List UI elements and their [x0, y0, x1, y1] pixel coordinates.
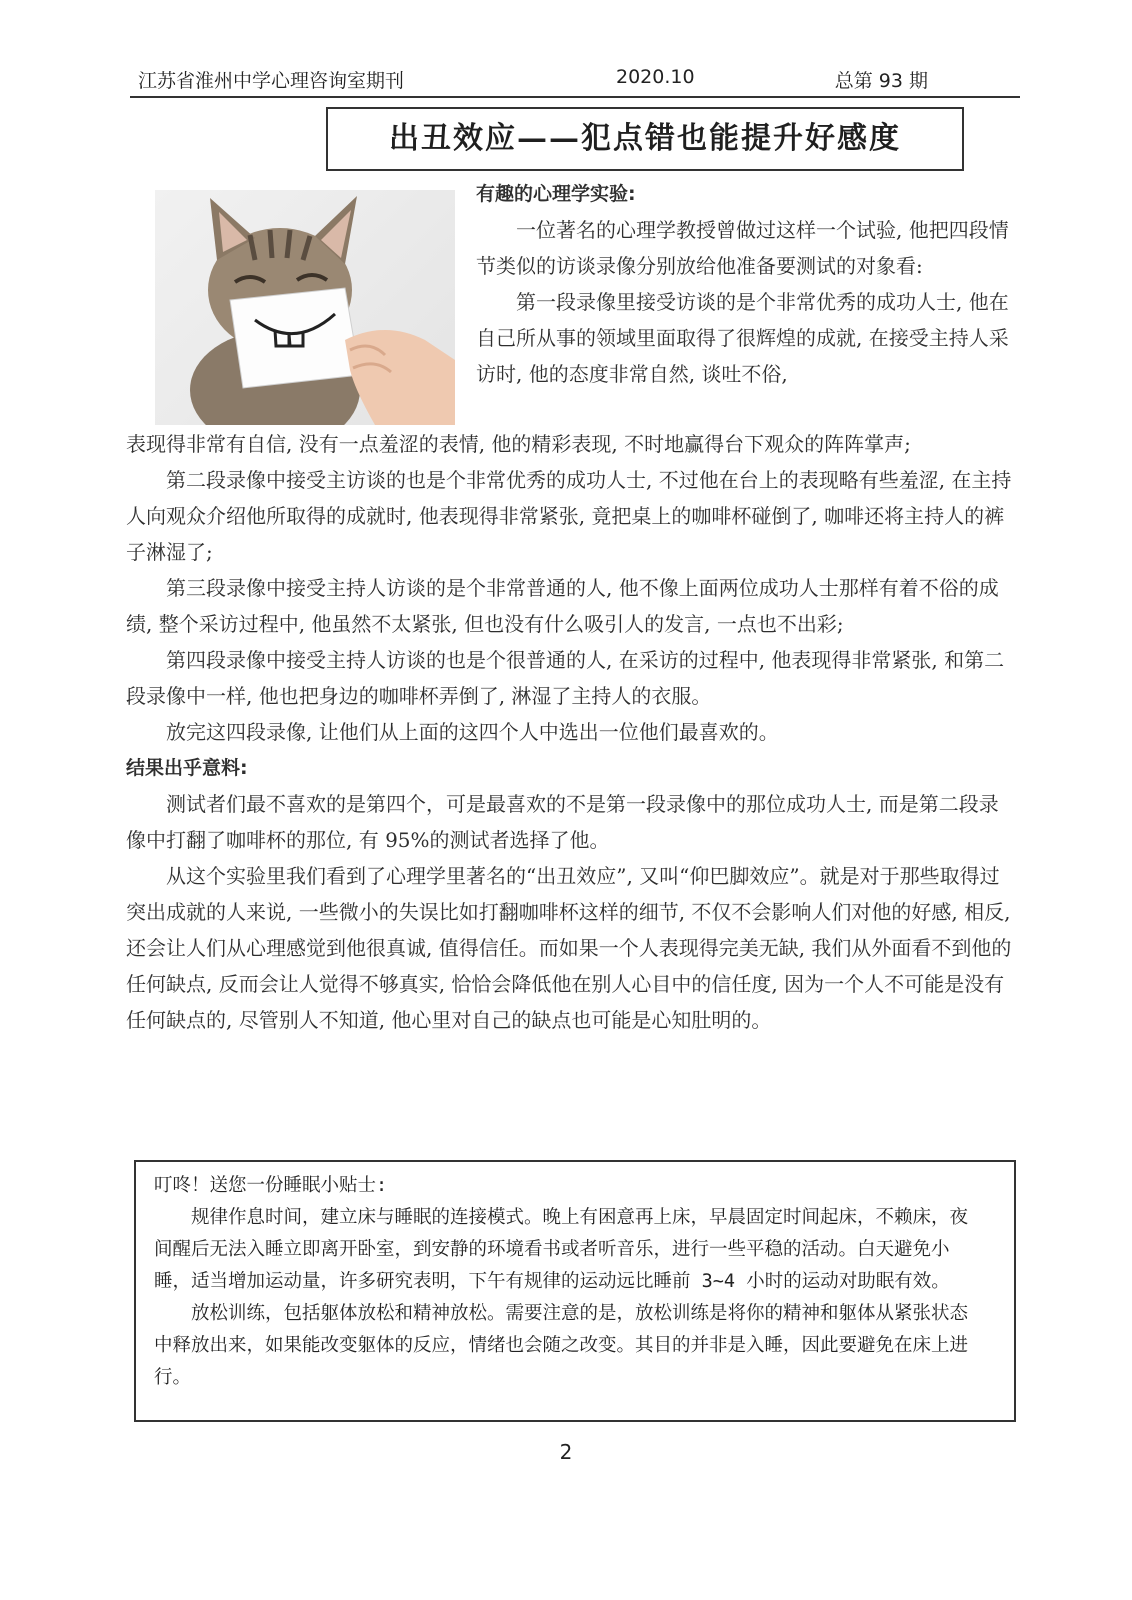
cat-photo [155, 190, 455, 425]
sleep-tip-heading: 叮咚！送您一份睡眠小贴士: [154, 1175, 388, 1196]
issue-date: 2020.10 [616, 66, 695, 88]
article-title: 出丑效应——犯点错也能提升好感度 [389, 121, 901, 156]
sleep-tip-routine: 规律作息时间，建立床与睡眠的连接模式。晚上有困意再上床，早晨固定时间起床，不赖床，夜间醒后无法入睡立即离开卧室，到安静的环境看书或者听音乐，进行一些平稳的活动。白天避免小睡，适当增加运动量，许多研究表明，下午有规律的运动远比睡前 3~4 小时的运动对助眠有效。 [154, 1207, 969, 1292]
sleep-tip-relaxation: 放松训练，包括躯体放松和精神放松。需要注意的是，放松训练是将你的精神和躯体从紧张状态中释放出来，如果能改变躯体的反应，情绪也会随之改变。其目的并非是入睡，因此要避免在床上进行。 [154, 1303, 969, 1388]
effect-paragraph: 从这个实验里我们看到了心理学里著名的“出丑效应”, 又叫“仰巴脚效应”。就是对于那些取得过突出成就的人来说, 一些微小的失误比如打翻咖啡杯这样的细节, 不仅不会影响人们对他的好感, 相反, 还会让人们从心理感觉到他很真诚, 值得信任。而如果一个人表现得完美无缺, 我们从外面看不到他的任何缺点, 反而会让人觉得不够真实, 恰恰会降低他在别人心目中的信任度, 因为一个人不可能是没有任何缺点的, 尽管别人不知道, 他心里对自己的缺点也可能是心知肚明的。 [126, 864, 1012, 1032]
result-heading: 结果出乎意料: [126, 757, 248, 779]
publication-name: 江苏省淮州中学心理咨询室期刊 [138, 70, 405, 92]
cat-smile-card-icon [155, 190, 455, 425]
article-title-box [326, 107, 964, 171]
video-three-paragraph: 第三段录像中接受主持人访谈的是个非常普通的人, 他不像上面两位成功人士那样有着不俗的成绩, 整个采访过程中, 他虽然不太紧张, 但也没有什么吸引人的发言, 一点也不出彩; [126, 576, 999, 636]
video-one-continuation: 表现得非常有自信, 没有一点羞涩的表情, 他的精彩表现, 不时地赢得台下观众的阵阵掌声; [126, 432, 911, 456]
video-one-paragraph: 第一段录像里接受访谈的是个非常优秀的成功人士, 他在自己所从事的领域里面取得了很辉煌的成就, 在接受主持人采访时, 他的态度非常自然, 谈吐不俗, [476, 290, 1009, 386]
video-four-paragraph: 第四段录像中接受主持人访谈的也是个很普通的人, 在采访的过程中, 他表现得非常紧张, 和第二段录像中一样, 他也把身边的咖啡杯弄倒了, 淋湿了主持人的衣服。 [126, 648, 1005, 708]
sleep-tip-box [134, 1160, 1016, 1422]
experiment-intro: 一位著名的心理学教授曾做过这样一个试验, 他把四段情节类似的访谈录像分别放给他准备要测试的对象看: [476, 218, 1009, 278]
experiment-intro-column [476, 176, 1016, 392]
experiment-heading: 有趣的心理学实验: [476, 183, 636, 205]
selection-paragraph: 放完这四段录像, 让他们从上面的这四个人中选出一位他们最喜欢的。 [166, 720, 779, 744]
page-header [130, 62, 1020, 98]
page-number: 2 [559, 1440, 573, 1464]
issue-number: 总第 93 期 [834, 70, 928, 92]
video-two-paragraph: 第二段录像中接受主访谈的也是个非常优秀的成功人士, 不过他在台上的表现略有些羞涩, 在主持人向观众介绍他所取得的成就时, 他表现得非常紧张, 竟把桌上的咖啡杯碰倒了, 咖啡还将主持人的裤子淋湿了; [126, 468, 1012, 564]
result-paragraph: 测试者们最不喜欢的是第四个，可是最喜欢的不是第一段录像中的那位成功人士, 而是第二段录像中打翻了咖啡杯的那位, 有 95%的测试者选择了他。 [126, 792, 999, 852]
article-body [126, 426, 1016, 1038]
